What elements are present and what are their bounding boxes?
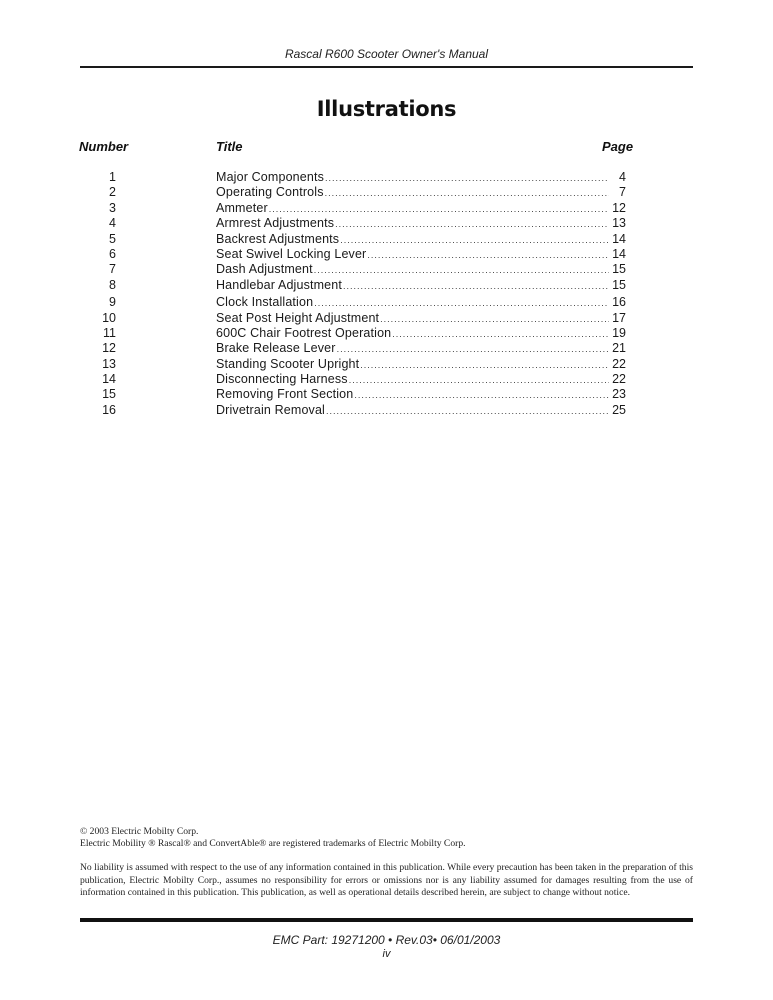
dot-leader: [326, 404, 609, 419]
illustrations-list: [80, 170, 640, 418]
illustration-number: 4: [109, 216, 116, 231]
toc-row[interactable]: [80, 357, 640, 372]
copyright-line: © 2003 Electric Mobilty Corp.: [80, 826, 199, 837]
illustration-title: Seat Swivel Locking Lever: [216, 246, 367, 261]
illustration-title: Standing Scooter Upright: [216, 356, 360, 371]
illustration-title: Backrest Adjustments: [216, 231, 340, 246]
page-ref: 19: [612, 325, 626, 340]
toc-row[interactable]: [80, 403, 640, 418]
illustration-title: Ammeter: [216, 200, 268, 215]
toc-row[interactable]: [80, 295, 640, 310]
page-ref: 22: [612, 372, 626, 387]
column-header-page: Page: [602, 139, 634, 154]
page-ref: 15: [612, 277, 626, 292]
dot-leader: [349, 373, 609, 388]
page-ref: 23: [612, 387, 626, 402]
toc-row[interactable]: [80, 201, 640, 216]
footer-rule: [80, 918, 693, 922]
illustration-number: 9: [109, 295, 116, 310]
illustration-title: Clock Installation: [216, 295, 314, 310]
illustration-title: Seat Post Height Adjustment: [216, 310, 380, 325]
page-number: iv: [382, 948, 391, 960]
header-rule: [80, 66, 693, 68]
illustration-number: 6: [109, 246, 116, 261]
illustration-number: 14: [102, 372, 116, 387]
illustration-number: 8: [109, 277, 116, 292]
page-ref: 22: [612, 356, 626, 371]
toc-row[interactable]: [80, 216, 640, 231]
dot-leader: [380, 312, 609, 327]
liability-disclaimer: No liability is assumed with respect to the use of any information contained in this publication. While every precaution has been taken in the preparation of this publication, Electric Mobilty Corp., assumes no responsibility for errors or omissions nor is any liability assumed for damages resulting from the use of information contained in this publication. This publication, as well as operational details described herein, are subject to change without notice.: [80, 862, 693, 898]
dot-leader: [354, 388, 609, 403]
page-ref: 17: [612, 310, 626, 325]
page-ref: 12: [612, 200, 626, 215]
page-ref: 7: [619, 185, 626, 200]
illustration-title: 600C Chair Footrest Operation: [216, 325, 392, 340]
illustration-title: Armrest Adjustments: [216, 216, 335, 231]
running-header: Rascal R600 Scooter Owner's Manual: [284, 47, 489, 61]
illustration-number: 10: [102, 310, 116, 325]
toc-row[interactable]: [80, 262, 640, 277]
toc-row[interactable]: [80, 170, 640, 185]
toc-row[interactable]: [80, 232, 640, 247]
dot-leader: [314, 263, 609, 278]
illustration-number: 5: [109, 231, 116, 246]
page-ref: 21: [612, 341, 626, 356]
page-ref: 16: [612, 295, 626, 310]
illustration-title: Removing Front Section: [216, 387, 354, 402]
part-number-line: EMC Part: 19271200 • Rev.03• 06/01/2003: [272, 933, 501, 947]
page-ref: 25: [612, 402, 626, 417]
toc-row[interactable]: [80, 185, 640, 200]
toc-row[interactable]: [80, 372, 640, 387]
page-title: Illustrations: [316, 97, 457, 121]
dot-leader: [343, 279, 609, 294]
illustration-number: 2: [109, 185, 116, 200]
illustration-number: 11: [103, 325, 116, 340]
illustration-title: Drivetrain Removal: [216, 402, 325, 417]
column-header-number: Number: [79, 139, 129, 154]
toc-row[interactable]: [80, 278, 640, 293]
toc-row[interactable]: [80, 247, 640, 262]
illustration-title: Major Components: [216, 170, 325, 184]
dot-leader: [314, 296, 609, 311]
column-header-title: Title: [216, 139, 243, 154]
legal-notice: [80, 826, 693, 899]
illustration-number: 12: [102, 341, 116, 356]
illustration-number: 7: [109, 262, 116, 277]
toc-row[interactable]: [80, 326, 640, 341]
dot-leader: [360, 358, 609, 373]
illustration-title: Dash Adjustment: [216, 262, 313, 277]
toc-row[interactable]: [80, 341, 640, 356]
illustration-title: Disconnecting Harness: [216, 372, 348, 387]
illustration-number: 15: [102, 387, 116, 402]
page-ref: 14: [612, 246, 626, 261]
toc-row[interactable]: [80, 311, 640, 326]
illustration-number: 1: [109, 170, 116, 184]
illustration-number: 3: [109, 200, 116, 215]
illustration-title: Operating Controls: [216, 185, 324, 200]
dot-leader: [337, 342, 609, 357]
illustration-number: 16: [102, 402, 116, 417]
page-ref: 4: [619, 170, 626, 184]
dot-leader: [340, 233, 609, 248]
page-ref: 13: [612, 216, 626, 231]
illustration-number: 13: [102, 356, 116, 371]
dot-leader: [325, 186, 609, 201]
page-ref: 14: [612, 231, 626, 246]
dot-leader: [392, 327, 609, 342]
trademark-line: Electric Mobility ® Rascal® and ConvertAble® are registered trademarks of Electric Mobilty Corp.: [80, 838, 466, 850]
illustration-title: Brake Release Lever: [216, 341, 336, 356]
illustration-title: Handlebar Adjustment: [216, 277, 342, 292]
toc-row[interactable]: [80, 387, 640, 402]
dot-leader: [335, 217, 609, 232]
dot-leader: [325, 171, 609, 186]
dot-leader: [367, 248, 609, 263]
dot-leader: [269, 202, 609, 217]
page-ref: 15: [612, 262, 626, 277]
